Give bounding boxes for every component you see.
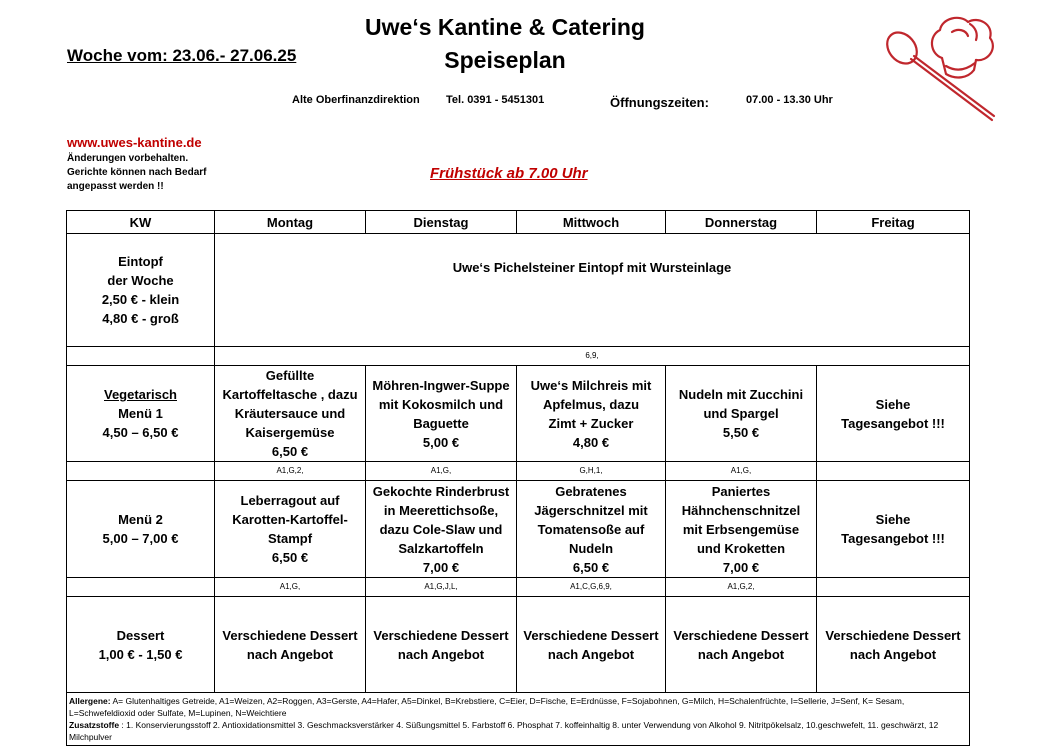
header-donnerstag: Donnerstag: [666, 211, 817, 234]
table-header-row: [67, 211, 970, 234]
header-freitag: Freitag: [817, 211, 970, 234]
header-mittwoch: Mittwoch: [517, 211, 666, 234]
dessert-label: Dessert 1,00 € - 1,50 €: [67, 597, 215, 693]
location: Alte Oberfinanzdirektion: [292, 94, 420, 106]
veg-donnerstag: Nudeln mit Zucchini und Spargel 5,50 €: [666, 366, 817, 462]
menu2-mittwoch: Gebratenes Jägerschnitzel mit Tomatensoße auf Nudeln 6,50 €: [517, 481, 666, 578]
title-line-1: Uwe‘s Kantine & Catering: [365, 14, 645, 40]
menu2-freitag: Siehe Tagesangebot !!!: [817, 481, 970, 578]
allergens-label: Allergene:: [69, 696, 111, 706]
hours-label: Öffnungszeiten:: [610, 95, 709, 110]
empty-cell: [67, 578, 215, 597]
empty-cell: [67, 462, 215, 481]
vegetarisch-price: Menü 1 4,50 – 6,50 €: [102, 406, 179, 440]
vegetarisch-title: Vegetarisch: [104, 387, 177, 402]
vegetarisch-label: [67, 366, 215, 462]
table-row-eintopf: [67, 234, 970, 347]
title-line-2: Speiseplan: [444, 47, 566, 73]
legend-cell: [67, 693, 970, 746]
table-row-eintopf-codes: [67, 347, 970, 366]
veg-dienstag: Möhren-Ingwer-Suppe mit Kokosmilch und Baguette 5,00 €: [366, 366, 517, 462]
veg-codes-dienstag: A1,G,: [366, 462, 517, 481]
menu2-montag: Leberragout auf Karotten-Kartoffel- Stampf 6,50 €: [215, 481, 366, 578]
eintopf-label: Eintopf der Woche 2,50 € - klein 4,80 € - groß: [67, 234, 215, 347]
table-row-menu2: [67, 481, 970, 578]
veg-codes-freitag: [817, 462, 970, 481]
menu2-codes-dienstag: A1,G,J,L,: [366, 578, 517, 597]
menu2-codes-mittwoch: A1,C,G,6,9,: [517, 578, 666, 597]
empty-cell: [67, 347, 215, 366]
opening-hours: 07.00 - 13.30 Uhr: [746, 94, 833, 106]
table-row-vegetarisch: [67, 366, 970, 462]
veg-mittwoch: Uwe‘s Milchreis mit Apfelmus, dazu Zimt + Zucker 4,80 €: [517, 366, 666, 462]
eintopf-codes: 6,9,: [215, 347, 970, 366]
dessert-montag: Verschiedene Dessert nach Angebot: [215, 597, 366, 693]
additives-text: : 1. Konservierungsstoff 2. Antioxidationsmittel 3. Geschmacksverstärker 4. Süßungsmittel 5. Farbstoff 6. Phosphat 7. koffeinhaltig 8. unter Verwendung von Alkohol 9. Nitritpökelsalz, 10.geschwefelt, 11. geschwärzt, 12 Milchpulver: [69, 720, 939, 742]
table-row-footer: [67, 693, 970, 746]
veg-codes-mittwoch: G,H,1,: [517, 462, 666, 481]
menu2-label: Menü 2 5,00 – 7,00 €: [67, 481, 215, 578]
disclaimer-notes: Änderungen vorbehalten. Gerichte können nach Bedarf angepasst werden !!: [67, 153, 207, 192]
veg-codes-donnerstag: A1,G,: [666, 462, 817, 481]
header-dienstag: Dienstag: [366, 211, 517, 234]
veg-freitag: Siehe Tagesangebot !!!: [817, 366, 970, 462]
breakfast-notice: Frühstück ab 7.00 Uhr: [430, 165, 588, 182]
menu2-dienstag: Gekochte Rinderbrust in Meerettichsoße, dazu Cole-Slaw und Salzkartoffeln 7,00 €: [366, 481, 517, 578]
menu2-donnerstag: Paniertes Hähnchenschnitzel mit Erbsengemüse und Kroketten 7,00 €: [666, 481, 817, 578]
table-row-menu2-codes: [67, 578, 970, 597]
dessert-donnerstag: Verschiedene Dessert nach Angebot: [666, 597, 817, 693]
eintopf-dish: Uwe‘s Pichelsteiner Eintopf mit Wursteinlage: [215, 234, 970, 347]
veg-montag: Gefüllte Kartoffeltasche , dazu Kräutersauce und Kaisergemüse 6,50 €: [215, 366, 366, 462]
dessert-dienstag: Verschiedene Dessert nach Angebot: [366, 597, 517, 693]
dessert-freitag: Verschiedene Dessert nach Angebot: [817, 597, 970, 693]
menu-table: [66, 210, 970, 746]
additives-label: Zusatzstoffe: [69, 720, 120, 730]
table-row-vegetarisch-codes: [67, 462, 970, 481]
header-montag: Montag: [215, 211, 366, 234]
menu2-codes-donnerstag: A1,G,2,: [666, 578, 817, 597]
allergens-text: A= Glutenhaltiges Getreide, A1=Weizen, A2=Roggen, A3=Gerste, A4=Hafer, A5=Dinkel, B=Krebstiere, C=Eier, D=Fische, E=Erdnüsse, F=Sojabohnen, G=Milch, H=Schalenfrüchte, I=Sellerie, J=Senf, K= Sesam, L=Schwefeldioxid oder Sulfate, M=Lupinen, N=Weichtiere: [69, 696, 905, 718]
header-kw: KW: [67, 211, 215, 234]
veg-codes-montag: A1,G,2,: [215, 462, 366, 481]
dessert-mittwoch: Verschiedene Dessert nach Angebot: [517, 597, 666, 693]
menu2-codes-freitag: [817, 578, 970, 597]
menu2-codes-montag: A1,G,: [215, 578, 366, 597]
table-row-dessert: [67, 597, 970, 693]
week-range: Woche vom: 23.06.- 27.06.25: [67, 46, 297, 65]
chef-hat-spoon-icon: [880, 10, 1000, 122]
website-link[interactable]: www.uwes-kantine.de: [67, 135, 202, 150]
phone: Tel. 0391 - 5451301: [446, 94, 545, 106]
